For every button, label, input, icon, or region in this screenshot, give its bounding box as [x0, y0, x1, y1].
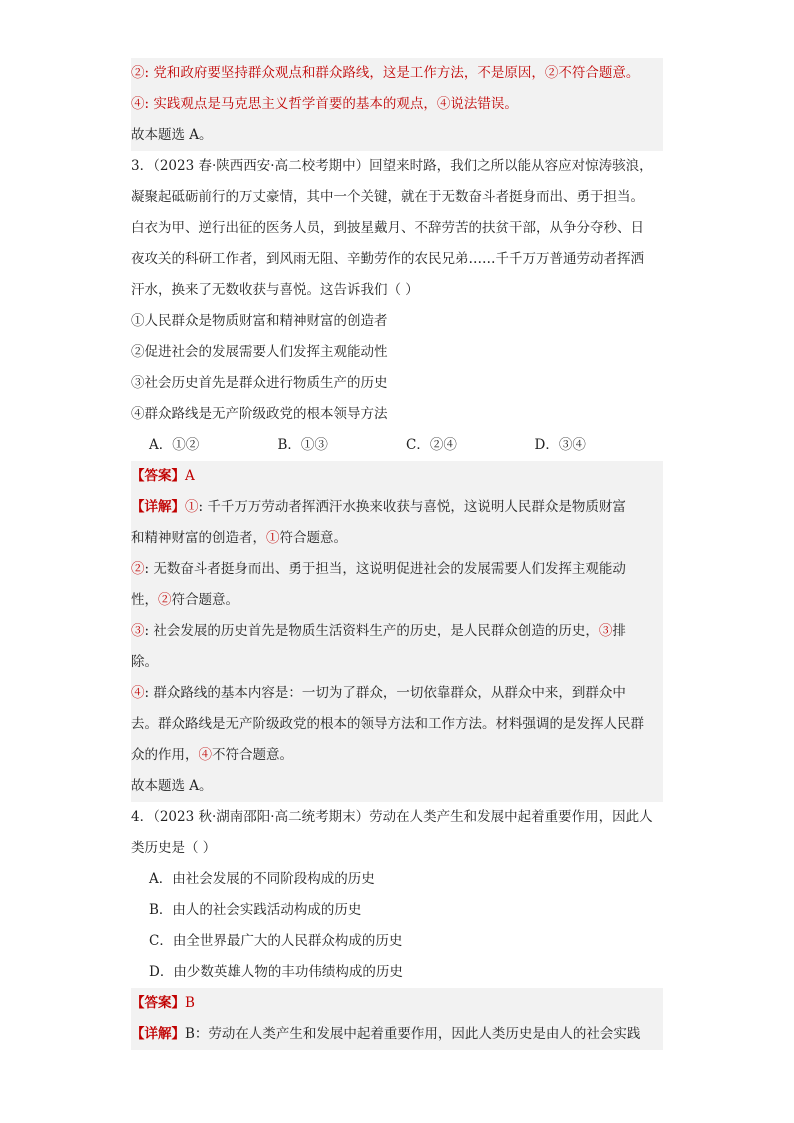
item-marker: ④	[131, 96, 145, 112]
explanation-text: : 党和政府要坚持群众观点和群众路线，这是工作方法，不是原因，	[144, 65, 545, 81]
statement-1: ①人民群众是物质财富和精神财富的创造者	[131, 313, 388, 329]
answer-value: A	[185, 468, 195, 484]
answer-label: 【答案】	[131, 468, 185, 484]
detail-text: : 无数奋斗者挺身而出、勇于担当，这说明促进社会的发展需要人们发挥主观能动	[144, 561, 626, 577]
prev-explanation-line-2	[131, 89, 663, 120]
item-marker: ①	[266, 530, 280, 546]
option-c: C．②④	[406, 437, 457, 453]
prev-conclusion: 故本题选 A。	[131, 120, 663, 151]
explanation-text: 不符合题意。	[558, 65, 640, 81]
question-3	[131, 151, 663, 802]
detail-text: : 千千万万劳动者挥洒汗水换来收获与喜悦，这说明人民群众是物质财富	[198, 499, 626, 515]
choice-c: C．由全世界最广大的人民群众构成的历史	[149, 933, 403, 949]
detail-text: 符合题意。	[171, 592, 239, 608]
prev-explanation-line-1	[131, 58, 663, 89]
item-marker: ③	[131, 623, 145, 639]
detail-text: 去。群众路线是无产阶级政党的根本的领导方法和工作方法。材料强调的是发挥人民群	[131, 716, 644, 732]
statement-2: ②促进社会的发展需要人们发挥主观能动性	[131, 344, 388, 360]
answer-value: B	[185, 995, 195, 1011]
detail-line	[131, 740, 663, 771]
option-b: B．①③	[277, 437, 328, 453]
answer-label: 【答案】	[131, 995, 185, 1011]
detail-line	[131, 678, 663, 709]
detail-line	[131, 616, 663, 647]
choice-d: D．由少数英雄人物的丰功伟绩构成的历史	[149, 964, 403, 980]
option-d: D．③④	[534, 437, 586, 453]
detail-line	[131, 585, 663, 616]
item-marker: ②	[131, 561, 145, 577]
statement-3: ③社会历史首先是群众进行物质生产的历史	[131, 375, 388, 391]
explanation-text: : 实践观点是马克思主义哲学首要的基本的观点，	[144, 96, 437, 112]
detail-text: : 群众路线的基本内容是：一切为了群众，一切依靠群众，从群众中来，到群众中	[144, 685, 626, 701]
detail-text: 排	[612, 623, 626, 639]
item-marker: ②	[158, 592, 172, 608]
detail-text: 众的作用，	[131, 747, 199, 763]
question-stem-line: 汗水，换来了无数收获与喜悦。这告诉我们（ ）	[131, 282, 419, 298]
question-4	[131, 802, 663, 1050]
item-marker: ④	[131, 685, 145, 701]
question-stem-line: 夜攻关的科研工作者，到风雨无阻、辛勤劳作的农民兄弟……千千万万普通劳动者挥洒	[131, 251, 644, 267]
question-stem-line: 凝聚起砥砺前行的万丈豪情，其中一个关键，就在于无数奋斗者挺身而出、勇于担当。	[131, 189, 644, 205]
answer-line	[131, 461, 663, 492]
statement-4: ④群众路线是无产阶级政党的根本领导方法	[131, 406, 388, 422]
document-page	[131, 58, 663, 1050]
detail-label: 【详解】	[131, 499, 185, 515]
detail-line	[131, 523, 663, 554]
detail-text: 性，	[131, 592, 158, 608]
item-marker: ④	[436, 96, 451, 112]
answer-options	[131, 430, 663, 461]
detail-text: : 社会发展的历史首先是物质生活资料生产的历史，是人民群众创造的历史，	[144, 623, 599, 639]
choice-a: A．由社会发展的不同阶段构成的历史	[149, 871, 375, 887]
item-marker: ③	[598, 623, 613, 639]
item-marker: ②	[544, 65, 559, 81]
item-marker: ④	[198, 747, 212, 763]
detail-line	[131, 492, 663, 523]
detail-text: 不符合题意。	[212, 747, 293, 763]
question-stem-line: 白衣为甲、逆行出征的医务人员，到披星戴月、不辞劳苦的扶贫干部，从争分夺秒、日	[131, 220, 644, 236]
item-marker: ①	[185, 499, 199, 515]
conclusion: 故本题选 A。	[131, 771, 663, 802]
detail-text: 除。	[131, 654, 158, 670]
detail-text: 和精神财富的创造者，	[131, 530, 266, 546]
detail-line	[131, 1019, 663, 1050]
detail-line	[131, 647, 663, 678]
choice-b: B．由人的社会实践活动构成的历史	[149, 902, 362, 918]
detail-line	[131, 554, 663, 585]
detail-label: 【详解】	[131, 1026, 185, 1042]
question-stem-line: 类历史是（ ）	[131, 840, 217, 856]
explanation-text: 说法错误。	[450, 96, 518, 112]
option-a: A．①②	[149, 437, 200, 453]
detail-text: 符合题意。	[279, 530, 347, 546]
detail-line	[131, 709, 663, 740]
question-stem-line: 4．（2023 秋·湖南邵阳·高二统考期末）劳动在人类产生和发展中起着重要作用，因此人	[131, 809, 653, 825]
detail-text: B：劳动在人类产生和发展中起着重要作用，因此人类历史是由人的社会实践	[185, 1026, 641, 1042]
question-stem-line: 3．（2023 春·陕西西安·高二校考期中）回望来时路，我们之所以能从容应对惊涛骇浪，	[131, 158, 653, 174]
answer-line	[131, 988, 663, 1019]
item-marker: ②	[131, 65, 145, 81]
